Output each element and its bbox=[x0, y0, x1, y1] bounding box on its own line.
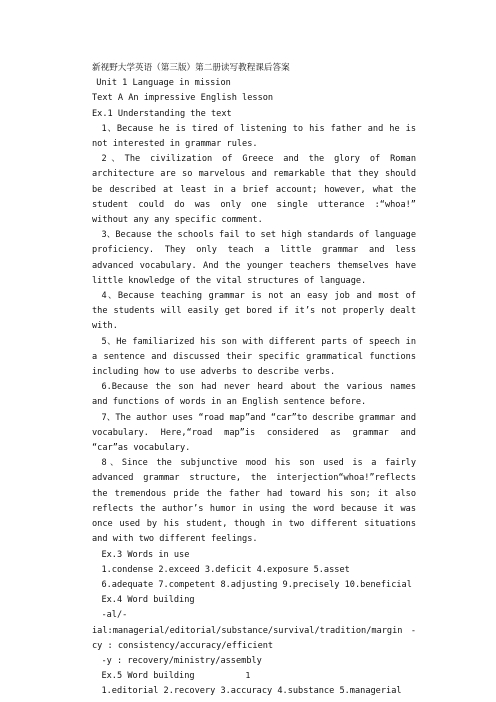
exercise-4-line-2: -y : recovery/ministry/assembly bbox=[101, 655, 262, 666]
answer-1: 1、Because he is tired of listening to his father and he is not interested in grammar rules. bbox=[92, 123, 416, 150]
unit-heading: Unit 1 Language in mission bbox=[96, 78, 231, 89]
document-body bbox=[92, 61, 416, 700]
answer-4: 4、Because teaching grammar is not an easy job and most of the students will easily get bored if it’s not properly dealt with. bbox=[92, 291, 416, 332]
page-number: 1 bbox=[245, 671, 251, 680]
answer-6: 6.Because the son had never heard about the various names and functions of words in an English sentence before. bbox=[92, 382, 416, 408]
exercise-4-heading: Ex.4 Word building bbox=[101, 595, 195, 606]
exercise-5-heading: Ex.5 Word building bbox=[101, 671, 195, 682]
answer-2: 2、The civilization of Greece and the glory of Roman architecture are so marvelous and remarkable that they should be described at least in a brief account; however, what the student could do was only one single utterance :“whoa!” without any any specific comment. bbox=[92, 154, 416, 226]
exercise-5-line-1: 1.editorial 2.recovery 3.accuracy 4.substance 5.managerial bbox=[101, 686, 402, 697]
exercise-3-line-2: 6.adequate 7.competent 8.adjusting 9.precisely 10.beneficial bbox=[101, 579, 412, 590]
exercise-3-line-1: 1.condense 2.exceed 3.deficit 4.exposure 5.asset bbox=[101, 564, 350, 575]
exercise-1-heading: Ex.1 Understanding the text bbox=[92, 108, 232, 119]
answer-5: 5、He familiarized his son with different parts of speech in a sentence and discussed their specific grammatical functions including how to use adverbs to describe verbs. bbox=[92, 336, 416, 378]
document-title: 新视野大学英语（第三版）第二册读写教程课后答案 bbox=[92, 63, 290, 73]
exercise-4-line-1: -al/-ial:managerial/editorial/substance/survival/tradition/margin -cy : consistency/accuracy/efficient bbox=[92, 610, 416, 651]
answer-3: 3、Because the schools fail to set high standards of language proficiency. They only teach a little grammar and less advanced vocabulary. And the younger teachers themselves have little knowledge of the vital structures of language. bbox=[92, 230, 416, 286]
exercise-3-heading: Ex.3 Words in use bbox=[101, 549, 190, 560]
answer-7: 7、The author uses “road map”and “car”to describe grammar and vocabulary. Here,“road map”is considered as grammar and “car”as vocabulary. bbox=[92, 412, 416, 454]
text-heading: Text A An impressive English lesson bbox=[92, 93, 274, 104]
answer-8: 8、Since the subjunctive mood his son used is a fairly advanced grammar structure, the interjection“whoa!”reflects the tremendous pride the father had toward his son; it also reflects the author’s humor in using the word because it was once used by his student, though in two different situations and with two different feelings. bbox=[92, 458, 416, 545]
